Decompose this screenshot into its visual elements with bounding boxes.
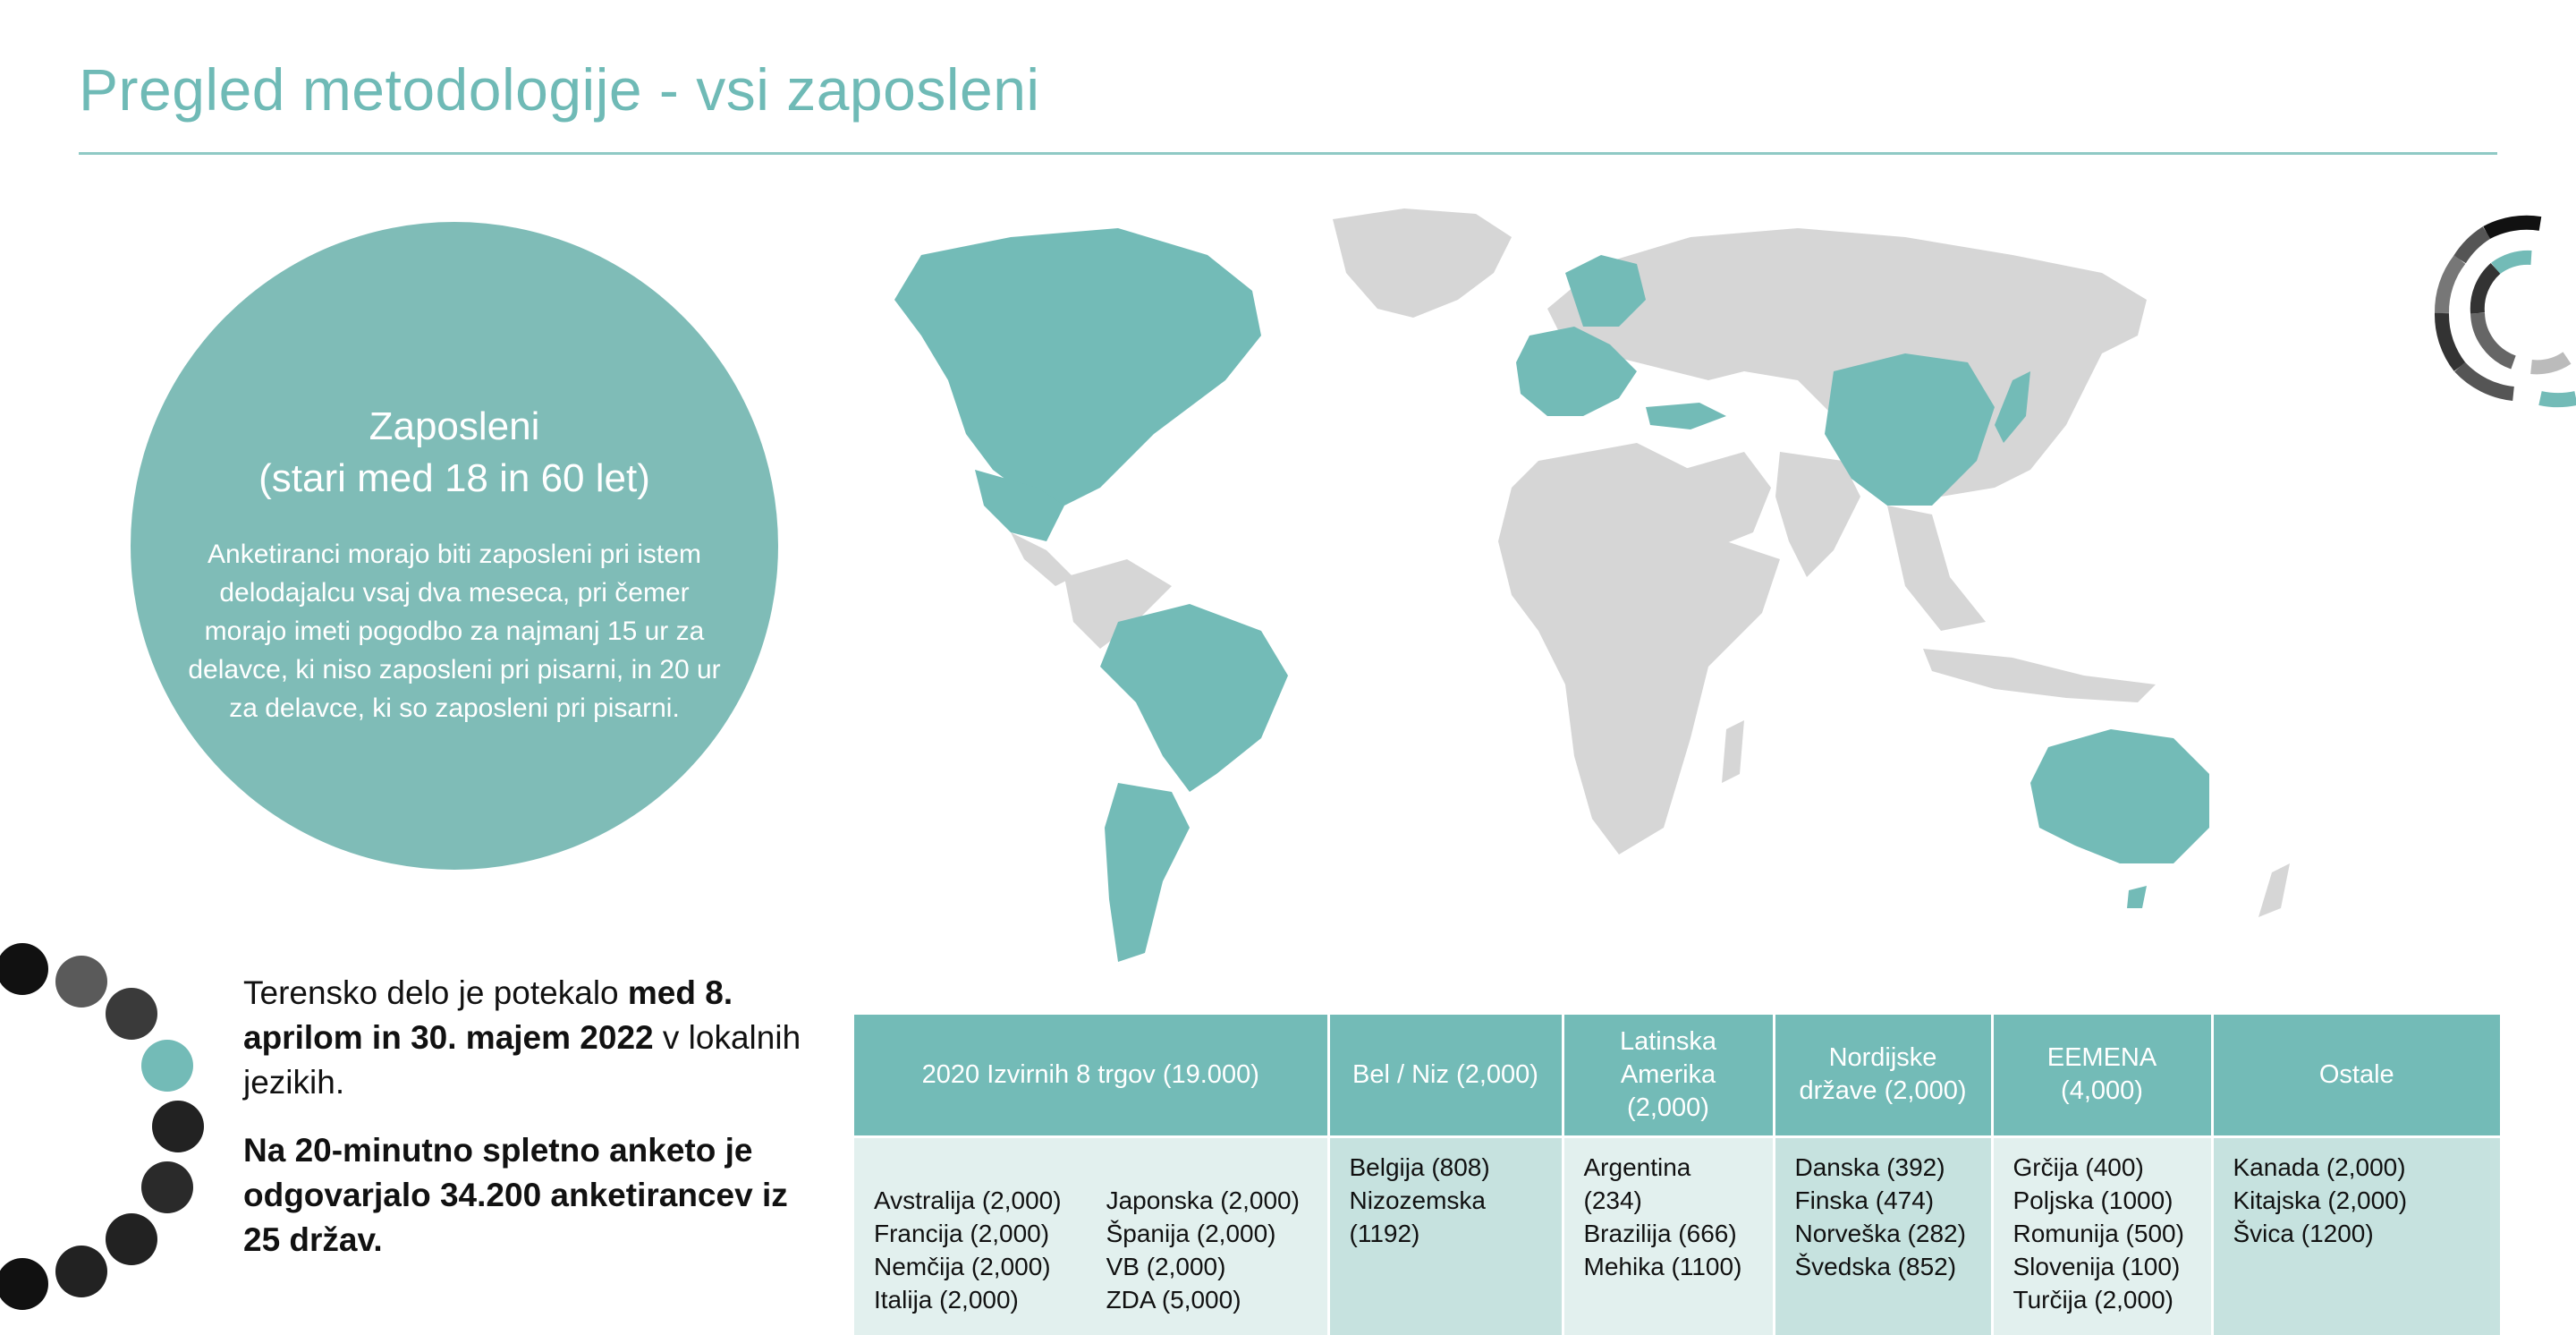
new-zealand-shape (2258, 863, 2290, 917)
table-cell: Danska (392) Finska (474) Norveška (282) Švedska (852) (1774, 1136, 1992, 1335)
southeast-asia-shape (1887, 506, 1986, 631)
ring-segment (2442, 259, 2460, 313)
world-map (832, 201, 2352, 989)
turkey-shape (1646, 403, 1726, 429)
country-list: Avstralija (2,000) Francija (2,000) Nemčija (2,000) Italija (2,000) (874, 1186, 1062, 1314)
region-table (854, 1015, 2500, 1335)
decorative-dot (0, 943, 48, 995)
brazil-shape (1100, 604, 1288, 792)
ring-segment (2442, 313, 2460, 367)
employees-circle (131, 222, 778, 870)
survey-summary: Na 20-minutno spletno anketo je odgovarjalo 34.200 anketirancev iz 25 držav. (243, 1132, 788, 1258)
table-cell (854, 1136, 1328, 1335)
table-header-cell: 2020 Izvirnih 8 trgov (19.000) (854, 1015, 1328, 1136)
argentina-shape (1105, 783, 1190, 962)
table-header-row (854, 1015, 2500, 1136)
ring-segment (2531, 358, 2567, 367)
ring-segment (2478, 268, 2496, 313)
decorative-dot (152, 1101, 204, 1152)
table-header-cell: Latinska Amerika (2,000) (1563, 1015, 1774, 1136)
table-header-cell: Nordijske države (2,000) (1774, 1015, 1992, 1136)
decorative-ring (2433, 215, 2576, 412)
decorative-dot (55, 956, 107, 1008)
tasmania-shape (2127, 886, 2147, 908)
circle-body-text: Anketiranci morajo biti zaposleni pri istem delodajalcu vsaj dva meseca, pri čemer morajo imeti pogodbo za najmanj 15 ur za delavce, ki niso zaposleni pri pisarni, in 20 ur za delavce, ki so zaposleni pri pisarni. (188, 540, 721, 723)
indonesia-shape (1923, 649, 2156, 702)
title-divider (79, 152, 2497, 155)
table-cell: Kanada (2,000) Kitajska (2,000) Švica (1200) (2212, 1136, 2500, 1335)
page-title: Pregled metodologije - vsi zaposleni (79, 56, 1040, 123)
decorative-dots (0, 931, 215, 1335)
ring-segment (2460, 233, 2487, 259)
decorative-dot (141, 1040, 193, 1092)
decorative-dot (141, 1161, 193, 1213)
ring-segment (2496, 258, 2531, 268)
decorative-dot (106, 1213, 157, 1265)
table-header-cell: Bel / Niz (2,000) (1328, 1015, 1563, 1136)
ring-segment (2540, 398, 2576, 400)
ring-segment (2460, 367, 2513, 394)
fieldwork-text (243, 971, 816, 1286)
table-header-cell: Ostale (2212, 1015, 2500, 1136)
table-cell: Grčija (400) Poljska (1000) Romunija (500) Slovenija (100) Turčija (2,000) (1992, 1136, 2212, 1335)
decorative-dot (55, 1246, 107, 1297)
decorative-dot (0, 1258, 48, 1310)
central-america-shape (1011, 532, 1073, 586)
table-cell: Argentina (234) Brazilija (666) Mehika (1100) (1563, 1136, 1774, 1335)
table-header-cell: EEMENA (4,000) (1992, 1015, 2212, 1136)
ring-segment (2478, 313, 2513, 362)
country-list: Japonska (2,000) Španija (2,000) VB (2,000) ZDA (5,000) (1106, 1186, 1300, 1314)
north-america-shape (894, 228, 1261, 506)
madagascar-shape (1722, 720, 1744, 783)
circle-heading: Zaposleni (stari med 18 in 60 let) (258, 404, 650, 500)
ring-segment (2487, 223, 2540, 233)
greenland-shape (1333, 208, 1512, 318)
table-row (854, 1136, 2500, 1335)
decorative-dot (106, 988, 157, 1040)
australia-shape (2030, 729, 2209, 863)
fieldwork-period: Terensko delo je potekalo med 8. aprilom in 30. majem 2022 v lokalnih jezikih. (243, 974, 801, 1101)
table-cell: Belgija (808) Nizozemska (1192) (1328, 1136, 1563, 1335)
